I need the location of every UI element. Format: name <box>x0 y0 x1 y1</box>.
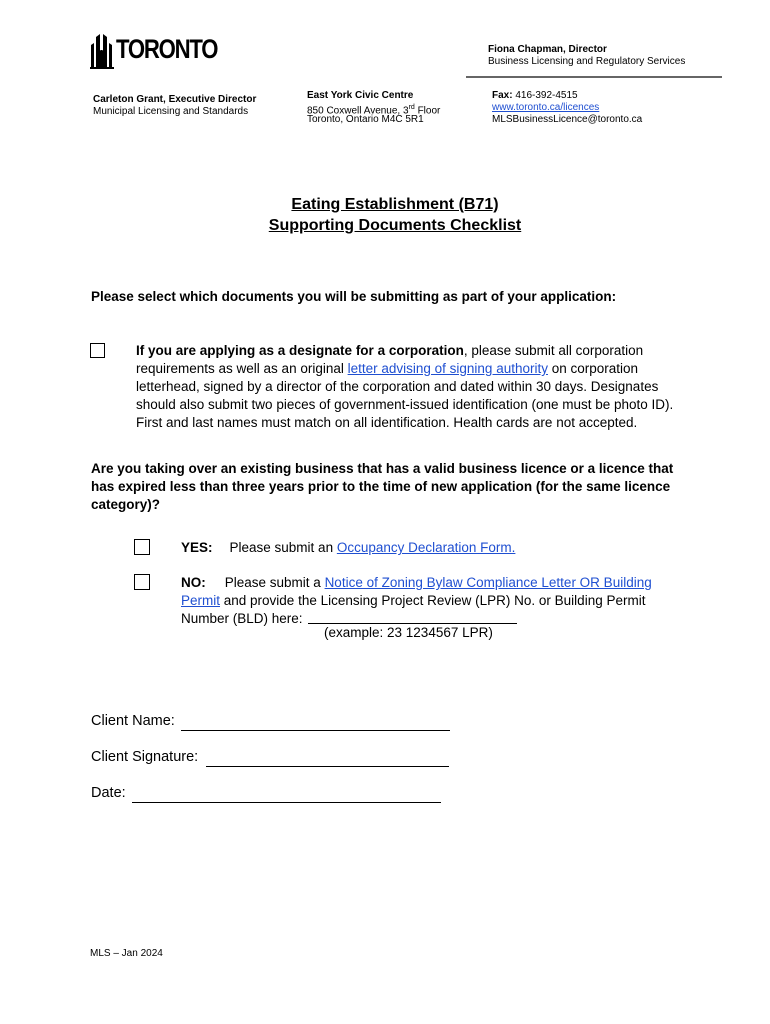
date-line[interactable] <box>132 801 441 803</box>
signing-authority-link[interactable]: letter advising of signing authority <box>347 361 548 376</box>
client-signature-label: Client Signature: <box>91 749 199 765</box>
fax: Fax: 416-392-4515 <box>492 90 578 101</box>
office-name: East York Civic Centre <box>307 90 414 101</box>
date-label: Date: <box>91 785 126 801</box>
yes-checkbox[interactable] <box>134 539 150 555</box>
no-option: NO: Please submit a Notice of Zoning Bylaw Compliance Letter OR Building Permit and provide the Licensing Project Review (LPR) No. or Building Permit Number (BLD) here: <box>181 575 652 626</box>
office-address-2: Toronto, Ontario M4C 5R1 <box>307 114 424 125</box>
footer-version: MLS – Jan 2024 <box>90 948 163 959</box>
director-dept: Business Licensing and Regulatory Services <box>488 56 686 67</box>
yes-option: YES: Please submit an Occupancy Declaration Form. <box>181 540 516 555</box>
page-title: Eating Establishment (B71) <box>291 196 499 213</box>
instructions-prompt: Please select which documents you will be submitting as part of your application: <box>91 289 617 304</box>
client-signature-line[interactable] <box>206 765 449 767</box>
city-hall-icon <box>90 33 116 69</box>
zoning-compliance-link[interactable]: Notice of Zoning Bylaw Compliance Letter OR Building Permit <box>181 575 652 608</box>
exec-dept: Municipal Licensing and Standards <box>93 106 249 117</box>
client-name-line[interactable] <box>181 729 450 731</box>
header-divider <box>466 76 722 78</box>
occupancy-declaration-link[interactable]: Occupancy Declaration Form. <box>336 540 516 555</box>
email: MLSBusinessLicence@toronto.ca <box>492 114 643 125</box>
no-checkbox[interactable] <box>134 574 150 590</box>
lpr-example: (example: 23 1234567 LPR) <box>324 625 493 640</box>
logo-wordmark: TORONTO <box>116 34 218 64</box>
exec-name: Carleton Grant, Executive Director <box>93 94 257 105</box>
client-name-label: Client Name: <box>91 713 175 729</box>
page-subtitle: Supporting Documents Checklist <box>268 217 522 234</box>
takeover-question: Are you taking over an existing business that has a valid business licence or a licence that has expired less than three years prior to the time of new application (for the same licence category)? <box>91 461 674 512</box>
website-link[interactable]: www.toronto.ca/licences <box>492 102 600 113</box>
designate-checkbox[interactable] <box>90 343 105 358</box>
director-name: Fiona Chapman, Director <box>488 44 607 55</box>
designate-text: If you are applying as a designate for a corporation, please submit all corporation requirements as well as an original letter advising of signing authority on corporation letterhead, signed by a director of the corporation and dated within 30 days. Designates should also submit two pieces of government-issued identification (one must be photo ID). First and last names must match on all identification. Health cards are not accepted. <box>136 343 674 430</box>
office-address-1: 850 Coxwell Avenue, 3rd Floor <box>307 104 441 117</box>
